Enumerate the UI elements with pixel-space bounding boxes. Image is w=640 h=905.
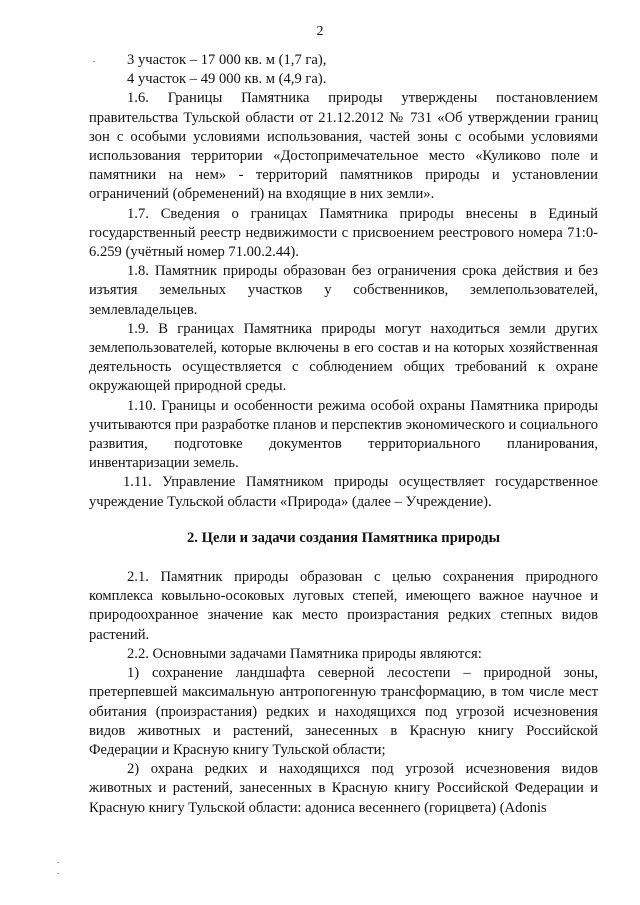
- scan-mark: [57, 873, 59, 874]
- section-heading: 2. Цели и задачи создания Памятника природы: [187, 529, 500, 546]
- scan-mark: [93, 61, 95, 62]
- scan-mark: [57, 862, 59, 863]
- paragraph-1-6: 1.6. Границы Памятника природы утверждены постановлением правительства Тульской области от 21.12.2012 № 731 «Об утверждении границ зон с особыми условиями использования, частей зоны с особыми условиями использования территории «Достопримечательное место «Куликово поле и памятники на нем» - территорий памятников природы и установлении ограничений (обременений) на входящие в них земли».: [89, 90, 598, 203]
- paragraph-1-9: 1.9. В границах Памятника природы могут находиться земли других землепользователей, которые включены в его состав и на которых хозяйственная деятельность осуществляется с соблюдением общих требований к охране окружающей природной среды.: [89, 320, 598, 395]
- list-item-2: 2) охрана редких и находящихся под угрозой исчезновения видов животных и растений, занесенных в Красную книгу Российской Федерации и Красную книгу Тульской области: адониса весеннего (горицвета) (Adonis: [89, 761, 598, 816]
- paragraph-2-1: 2.1. Памятник природы образован с целью сохранения природного комплекса ковыльно-осоковых луговых степей, имеющего важное научное и природоохранное значение как место произрастания редких степных видов растений.: [89, 569, 598, 643]
- paragraph-2-2: 2.2. Основными задачами Памятника природы являются:: [127, 645, 482, 662]
- paragraph-1-10: 1.10. Границы и особенности режима особой охраны Памятника природы учитываются при разработке планов и перспектив экономического и социального развития, подготовке документов территориального планирования, инвентаризации земель.: [89, 397, 598, 472]
- paragraph-plot-3: 3 участок – 17 000 кв. м (1,7 га),: [127, 52, 327, 68]
- paragraph-plot-4: 4 участок – 49 000 кв. м (4,9 га).: [127, 71, 327, 88]
- paragraph-1-11: 1.11. Управление Памятником природы осуществляет государственное учреждение Тульской области «Природа» (далее – Учреждение).: [89, 474, 598, 510]
- document-body: [89, 51, 598, 818]
- list-item-1: 1) сохранение ландшафта северной лесостепи – природной зоны, претерпевшей максимальную антропогенную трансформацию, в том числе мест обитания (произрастания) редких и находящихся под угрозой исчезновения видов животных и растений, занесенных в Красную книгу Российской Федерации и Красную книгу Тульской области;: [89, 665, 598, 758]
- paragraph-1-7: 1.7. Сведения о границах Памятника природы внесены в Единый государственный реестр недвижимости с присвоением реестрового номера 71:0-6.259 (учётный номер 71.00.2.44).: [89, 205, 598, 261]
- page-number: 2: [316, 24, 324, 39]
- paragraph-1-8: 1.8. Памятник природы образован без ограничения срока действия и без изъятия земельных участков у собственников, землепользователей, землевладельцев.: [89, 263, 598, 318]
